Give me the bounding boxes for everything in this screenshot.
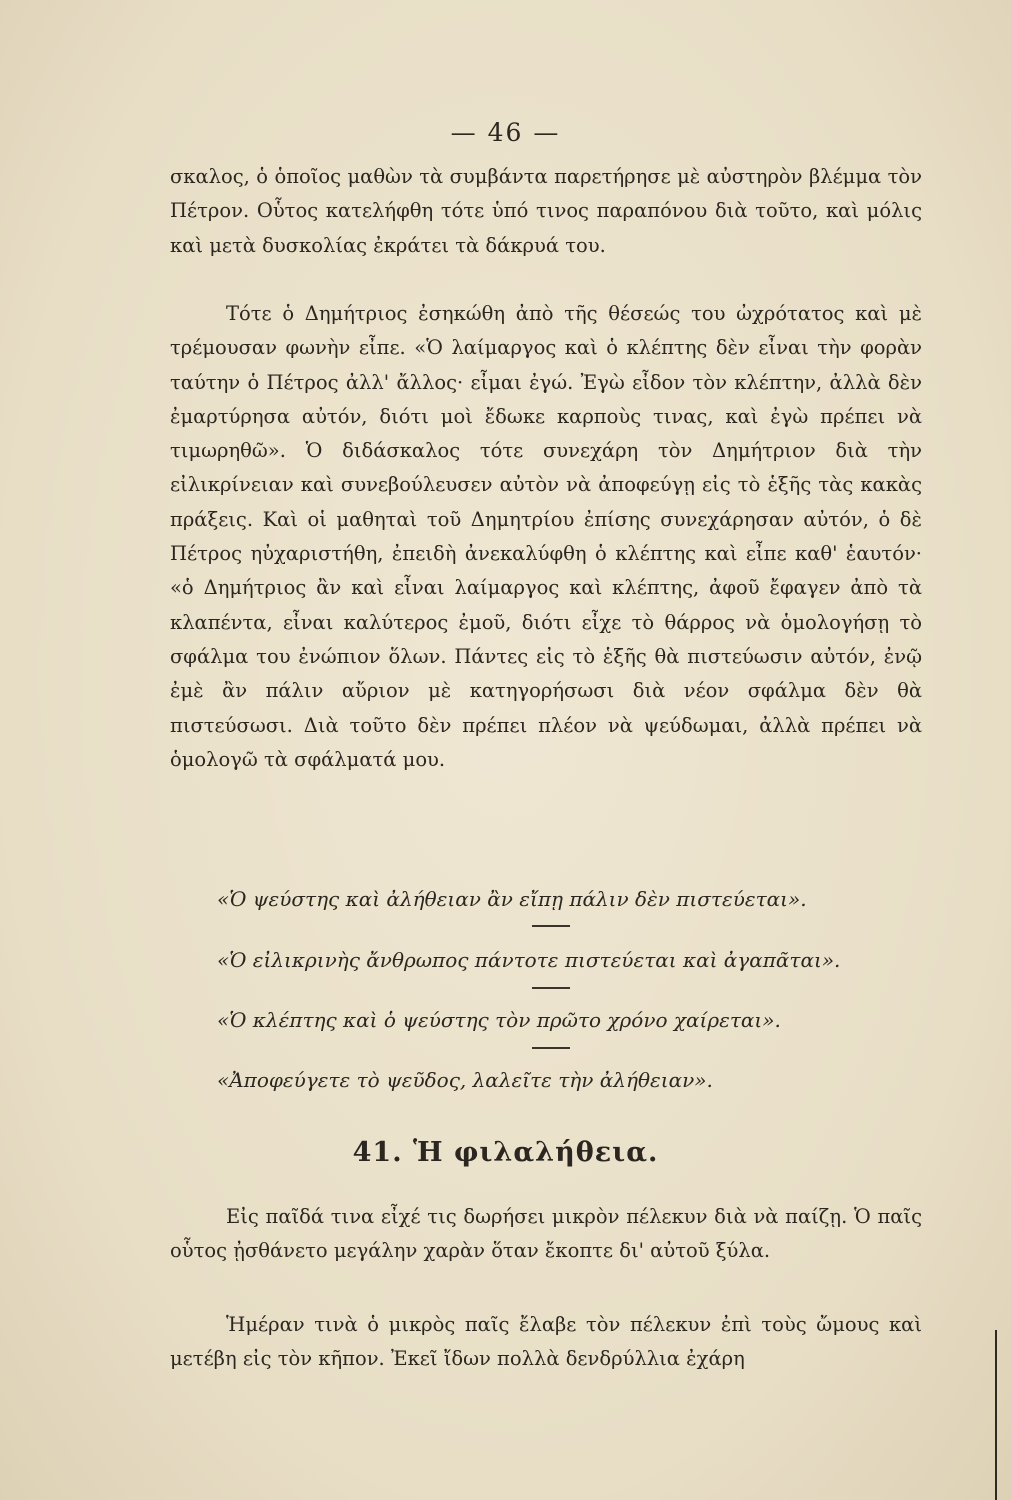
maxim-divider-3 [532, 1047, 570, 1049]
paragraph-1-text: σκαλος, ὁ ὁποῖος μαθὼν τὰ συμβάντα παρετήρησε μὲ αὐστηρὸν βλέμμα τὸν Πέτρον. Οὗτος κατελήφθη τότε ὑπό τινος παραπόνου διὰ τοῦτο, καὶ μόλις καὶ μετὰ δυσκολίας ἐκράτει τὰ δάκρυά του. [170, 165, 922, 257]
maxim-divider-2 [532, 987, 570, 989]
paragraph-2 [170, 297, 922, 777]
maxim-1: «Ὁ ψεύστης καὶ ἀλήθειαν ἂν εἴπῃ πάλιν δὲν πιστεύεται». [217, 887, 807, 911]
maxim-2: «Ὁ εἰλικρινὴς ἄνθρωπος πάντοτε πιστεύεται καὶ ἀγαπᾶται». [217, 948, 841, 972]
maxim-4: «Ἀποφεύγετε τὸ ψεῦδος, λαλεῖτε τὴν ἀλήθειαν». [217, 1068, 713, 1092]
paragraph-1 [170, 160, 922, 263]
paragraph-3-text: Εἰς παῖδά τινα εἶχέ τις δωρήσει μικρὸν πέλεκυν διὰ νὰ παίζῃ. Ὁ παῖς οὗτος ᾐσθάνετο μεγάλην χαρὰν ὅταν ἔκοπτε δι' αὐτοῦ ξύλα. [170, 1205, 922, 1263]
page-edge-line [995, 1330, 997, 1500]
page-number: — 46 — [450, 118, 561, 147]
paragraph-4-text: Ἡμέραν τινὰ ὁ μικρὸς παῖς ἔλαβε τὸν πέλεκυν ἐπὶ τοὺς ὤμους καὶ μετέβη εἰς τὸν κῆπον. Ἐκεῖ ἴδων πολλὰ δενδρύλλια ἐχάρη [170, 1313, 922, 1371]
maxim-3: «Ὁ κλέπτης καὶ ὁ ψεύστης τὸν πρῶτο χρόνο χαίρεται». [217, 1008, 781, 1032]
paragraph-2-text: Τότε ὁ Δημήτριος ἐσηκώθη ἀπὸ τῆς θέσεώς του ὠχρότατος καὶ μὲ τρέμουσαν φωνὴν εἶπε. «Ὁ λαίμαργος καὶ ὁ κλέπτης δὲν εἶναι τὴν φορὰν ταύτην ὁ Πέτρος ἀλλ' ἄλλος· εἶμαι ἐγώ. Ἐγὼ εἶδον τὸν κλέπτην, ἀλλὰ δὲν ἐμαρτύρησα αὐτόν, διότι μοὶ ἔδωκε καρποὺς τινας, καὶ ἐγὼ πρέπει νὰ τιμωρηθῶ». Ὁ διδάσκαλος τότε συνεχάρη τὸν Δημήτριον διὰ τὴν εἰλικρίνειαν καὶ συνεβούλευσεν αὐτὸν νὰ ἀποφεύγῃ εἰς τὸ ἑξῆς τὰς κακὰς πράξεις. Καὶ οἱ μαθηταὶ τοῦ Δημητρίου ἐπίσης συνεχάρησαν αὐτόν, ὁ δὲ Πέτρος ηὐχαριστήθη, ἐπειδὴ ἀνεκαλύφθη ὁ κλέπτης καὶ εἶπε καθ' ἑαυτόν· «ὁ Δημήτριος ἂν καὶ εἶναι λαίμαργος καὶ κλέπτης, ἀφοῦ ἔφαγεν ἀπὸ τὰ κλαπέντα, εἶναι καλύτερος ἐμοῦ, διότι εἶχε τὸ θάρρος νὰ ὁμολογήσῃ τὸ σφάλμα του ἐνώπιον ὅλων. Πάντες εἰς τὸ ἑξῆς θὰ πιστεύωσιν αὐτόν, ἐνῷ ἐμὲ ἂν πάλιν αὔριον μὲ κατηγορήσωσι διὰ νέον σφάλμα δὲν θὰ πιστεύσωσι. Διὰ τοῦτο δὲν πρέπει πλέον νὰ ψεύδωμαι, ἀλλὰ πρέπει νὰ ὁμολογῶ τὰ σφάλματά μου. [170, 302, 922, 771]
section-heading: 41. Ἡ φιλαλήθεια. [352, 1137, 659, 1168]
paragraph-3 [170, 1200, 922, 1269]
paragraph-4 [170, 1308, 922, 1377]
maxim-divider-1 [532, 925, 570, 927]
